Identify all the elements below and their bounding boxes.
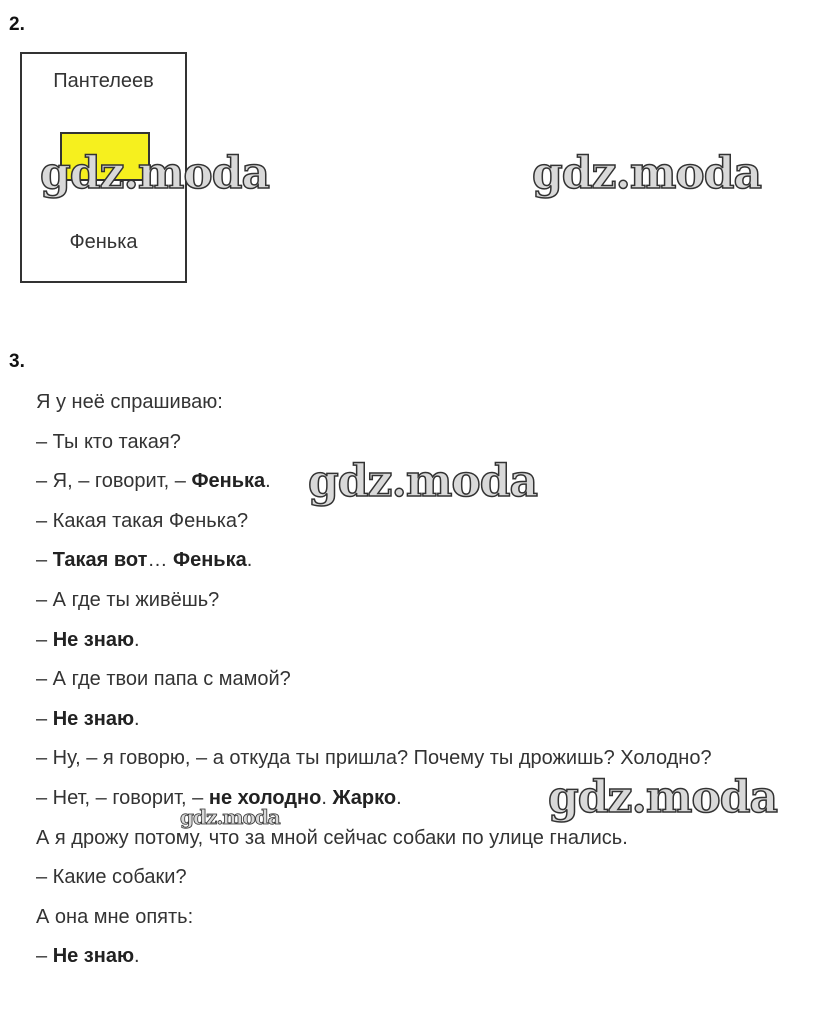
- task-3-number: 3.: [9, 351, 25, 372]
- dialogue-line: [36, 786, 402, 810]
- dialogue-line-bold-part: Не знаю: [52, 945, 135, 967]
- dialogue-line-bold-part: Не знаю: [52, 708, 135, 730]
- dialogue-line-part: – А где твои папа с мамой?: [36, 668, 291, 690]
- task-2-number: 2.: [9, 14, 25, 35]
- dialogue-line: [36, 746, 712, 770]
- dialogue-line-part: –: [36, 945, 53, 967]
- dialogue-line-part: .: [396, 787, 402, 809]
- dialogue-line-bold-part: Фенька: [191, 470, 266, 492]
- character-diagram-box: [20, 52, 187, 283]
- dialogue-line: [36, 430, 181, 454]
- dialogue-line: [36, 826, 628, 850]
- dialogue-line-part: – Нет, – говорит, –: [36, 787, 209, 809]
- dialogue-line-part: – А где ты живёшь?: [36, 589, 220, 611]
- dialogue-line-bold-part: Такая вот: [52, 549, 148, 571]
- dialogue-line-part: .: [134, 708, 140, 730]
- dialogue-line: [36, 588, 219, 612]
- dialogue-line: [36, 944, 140, 968]
- watermark-logo-small: gdz.moda: [180, 805, 280, 829]
- dialogue-line: [36, 628, 140, 652]
- dialogue-line-part: – Какие собаки?: [36, 866, 187, 888]
- dialogue-line-part: – Ну, – я говорю, – а откуда ты пришла? Почему ты дрожишь? Холодно?: [36, 747, 712, 769]
- watermark-logo: gdz.moda: [308, 456, 538, 507]
- dialogue-line: [36, 548, 252, 572]
- dialogue-line-part: А я дрожу потому, что за мной сейчас собаки по улице гнались.: [36, 827, 628, 849]
- dialogue-line-part: .: [321, 787, 333, 809]
- watermark-logo: gdz.moda: [532, 148, 762, 199]
- dialogue-line-part: –: [36, 708, 53, 730]
- dialogue-line-part: – Ты кто такая?: [36, 431, 181, 453]
- dialogue-line-part: .: [134, 945, 140, 967]
- dialogue-line-part: –: [36, 549, 53, 571]
- dialogue-line: [36, 905, 193, 929]
- dialogue-line-part: А она мне опять:: [36, 906, 194, 928]
- dialogue-line-part: …: [147, 549, 173, 571]
- dialogue-line-part: .: [246, 549, 253, 571]
- highlight-rectangle: [60, 132, 150, 181]
- dialogue-line-part: .: [265, 470, 271, 492]
- dialogue-line-part: – Я, – говорит, –: [36, 470, 192, 492]
- dialogue-line-part: – Какая такая Фенька?: [36, 510, 249, 532]
- dialogue-line: [36, 707, 140, 731]
- character-label: Фенька: [69, 231, 138, 253]
- dialogue-line: [36, 865, 187, 889]
- dialogue-line-part: Я у неё спрашиваю:: [36, 391, 223, 413]
- dialogue-line-bold-part: не холодно: [208, 787, 322, 809]
- author-label: Пантелеев: [53, 70, 154, 92]
- dialogue-line-part: .: [134, 629, 140, 651]
- watermark-logo: gdz.moda: [548, 772, 778, 823]
- dialogue-line-bold-part: Не знаю: [52, 629, 135, 651]
- dialogue-line-bold-part: Жарко: [332, 787, 397, 809]
- dialogue-line: [36, 667, 291, 691]
- dialogue-line: [36, 390, 223, 414]
- dialogue-line-part: –: [36, 629, 53, 651]
- dialogue-line: [36, 469, 271, 493]
- watermark-logo: gdz.moda: [40, 148, 270, 199]
- dialogue-line-bold-part: Фенька: [173, 549, 247, 571]
- dialogue-line: [36, 509, 248, 533]
